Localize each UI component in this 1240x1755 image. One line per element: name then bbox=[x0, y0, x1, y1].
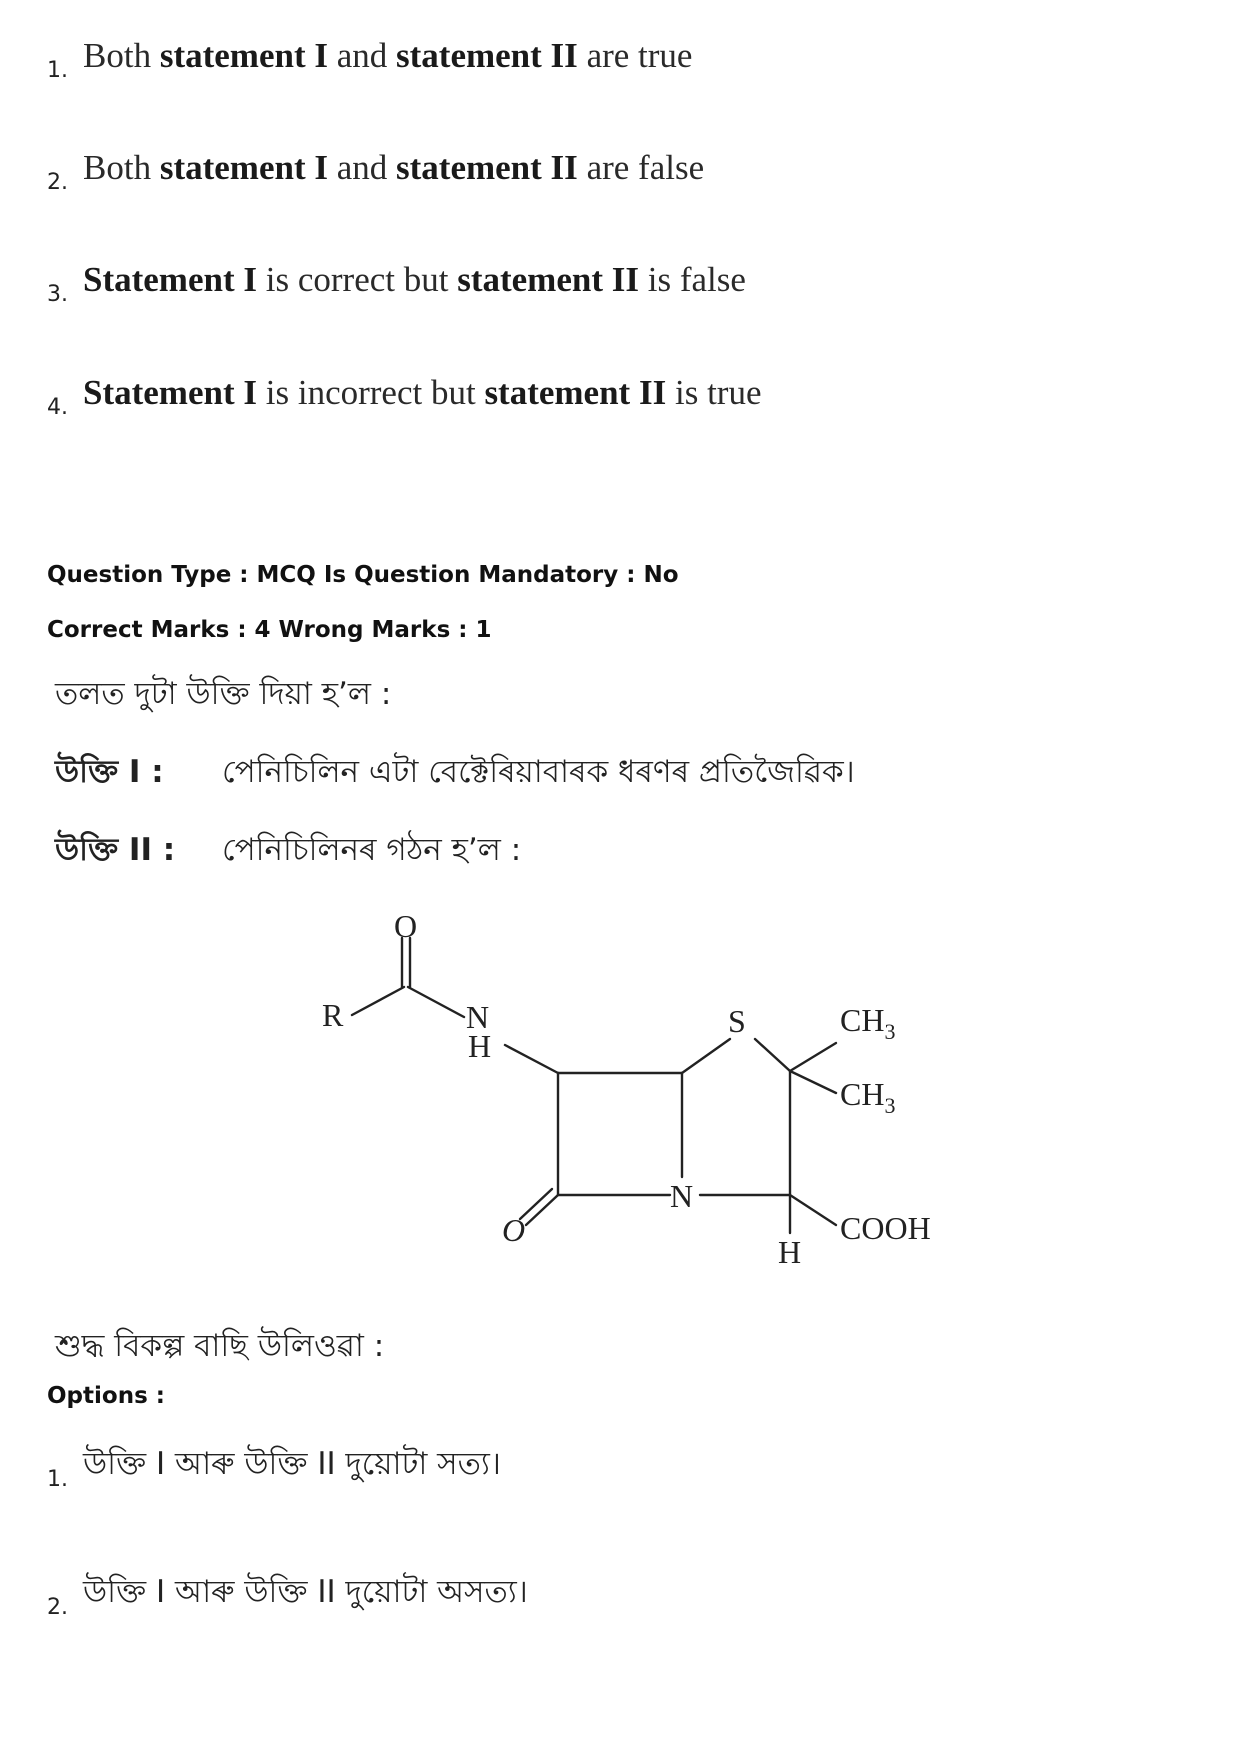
statement-1-label: উক্তি I : bbox=[55, 754, 164, 790]
options-heading: Options : bbox=[47, 1383, 165, 1409]
prev-option-1-number: 1. bbox=[47, 58, 68, 83]
option-1-number: 1. bbox=[47, 1467, 68, 1492]
penicillin-structure bbox=[300, 895, 960, 1280]
prev-option-3-number: 3. bbox=[47, 282, 68, 307]
prev-option-4-text: Statement I is incorrect but statement II is true bbox=[83, 373, 762, 412]
prev-option-1-text: Both statement I and statement II are true bbox=[83, 36, 693, 75]
option-2-number: 2. bbox=[47, 1595, 68, 1620]
statement-2-label: উক্তি II : bbox=[55, 832, 176, 868]
prev-option-3-text: Statement I is correct but statement II is false bbox=[83, 260, 746, 299]
prev-option-2-text: Both statement I and statement II are false bbox=[83, 148, 705, 187]
r-group: R bbox=[322, 997, 344, 1033]
sulfur-atom: S bbox=[728, 1003, 746, 1039]
statement-1-text: পেনিচিলিন এটা বেক্টেৰিয়াবাৰক ধৰণৰ প্ৰতিজৈৱিক। bbox=[222, 754, 855, 790]
amide-nitrogen: N bbox=[466, 999, 490, 1035]
choose-instruction: শুদ্ধ বিকল্প বাছি উলিওৱা : bbox=[55, 1328, 385, 1364]
question-type-line: Question Type : MCQ Is Question Mandatory : No bbox=[47, 562, 679, 588]
carboxyl-group: COOH bbox=[840, 1210, 931, 1246]
prev-option-4-number: 4. bbox=[47, 395, 68, 420]
prev-option-2-number: 2. bbox=[47, 170, 68, 195]
amide-hydrogen: H bbox=[468, 1028, 492, 1064]
carbonyl-oxygen-lactam: O bbox=[502, 1212, 526, 1248]
ring-nitrogen: N bbox=[670, 1178, 694, 1214]
carbonyl-oxygen-top: O bbox=[394, 908, 418, 944]
option-2-text[interactable]: উক্তি I আৰু উক্তি II দুয়োটা অসত্য। bbox=[83, 1574, 528, 1610]
question-intro: তলত দুটা উক্তি দিয়া হ’ল : bbox=[55, 676, 392, 712]
methyl-2-label: $CH_3$ bbox=[840, 1076, 896, 1118]
bottom-hydrogen: H bbox=[778, 1234, 802, 1270]
marks-line: Correct Marks : 4 Wrong Marks : 1 bbox=[47, 617, 492, 643]
option-1-text[interactable]: উক্তি I আৰু উক্তি II দুয়োটা সত্য। bbox=[83, 1446, 501, 1482]
methyl-1-label: $CH_3$ bbox=[840, 1002, 896, 1044]
statement-2-text: পেনিচিলিনৰ গঠন হ’ল : bbox=[222, 832, 522, 868]
